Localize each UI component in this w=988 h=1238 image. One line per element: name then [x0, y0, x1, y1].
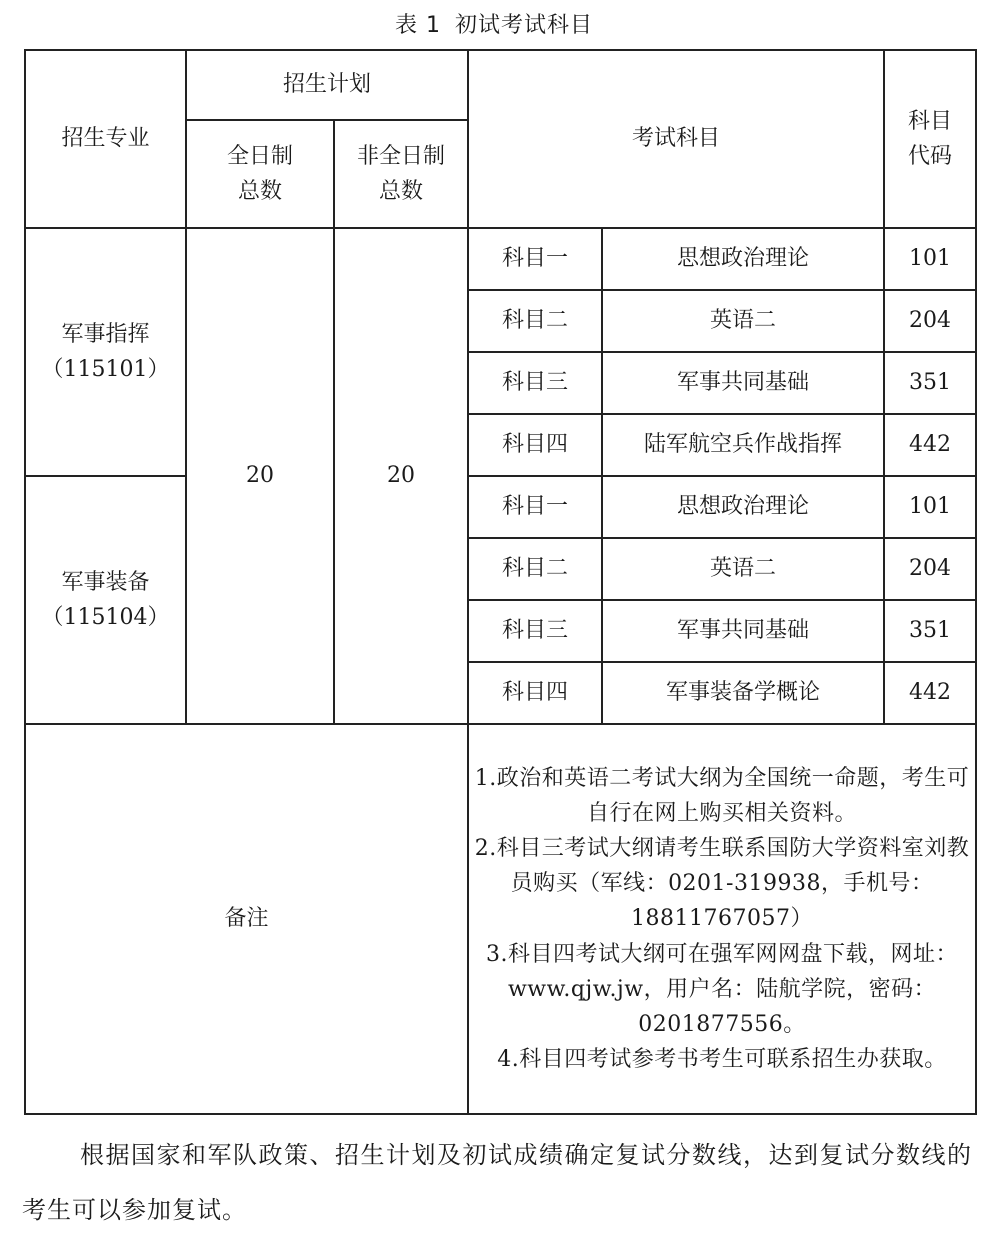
- table-row: [25, 476, 976, 538]
- subject-code: 101: [884, 476, 976, 538]
- subject-name: 英语二: [602, 538, 884, 600]
- notes-label: 备注: [25, 724, 468, 1114]
- subject-code: 351: [884, 352, 976, 414]
- header-subjects: 考试科目: [468, 50, 884, 228]
- subject-order: 科目四: [468, 414, 602, 476]
- major-code: （115104）: [41, 605, 170, 630]
- header-parttime-line1: 非全日制: [357, 143, 446, 169]
- header-row-1: [25, 50, 976, 120]
- major-cell: [25, 476, 186, 724]
- header-code-line1: 科目: [908, 108, 953, 134]
- major-name: 军事装备: [61, 569, 150, 595]
- header-parttime: [334, 120, 468, 228]
- header-parttime-line2: 总数: [379, 179, 424, 204]
- major-name: 军事指挥: [61, 321, 150, 347]
- subject-order: 科目二: [468, 538, 602, 600]
- subject-code: 204: [884, 538, 976, 600]
- notes-content: [468, 724, 976, 1114]
- table-caption-title: 初试考试科目: [454, 13, 593, 38]
- table-caption-label: 表 1: [394, 13, 441, 38]
- subject-code: 204: [884, 290, 976, 352]
- subject-order: 科目二: [468, 290, 602, 352]
- subject-order: 科目一: [468, 228, 602, 290]
- major-cell: [25, 228, 186, 476]
- subject-name: 思想政治理论: [602, 476, 884, 538]
- header-code-line2: 代码: [908, 144, 953, 169]
- exam-subjects-table: [24, 49, 977, 1115]
- body-paragraph: 根据国家和军队政策、招生计划及初试成绩确定复试分数线，达到复试分数线的考生可以参加复试。: [22, 1141, 972, 1224]
- fulltime-count: 20: [186, 228, 334, 724]
- table-row: [25, 228, 976, 290]
- subject-code: 351: [884, 600, 976, 662]
- parttime-count: 20: [334, 228, 468, 724]
- subject-order: 科目一: [468, 476, 602, 538]
- header-fulltime-line2: 总数: [237, 179, 282, 204]
- subject-name: 思想政治理论: [602, 228, 884, 290]
- subject-code: 101: [884, 228, 976, 290]
- table-caption: [0, 8, 988, 39]
- note-item: 4.科目四考试参考书考生可联系招生办获取。: [497, 1047, 947, 1073]
- header-fulltime: [186, 120, 334, 228]
- subject-name: 陆军航空兵作战指挥: [602, 414, 884, 476]
- subject-name: 军事共同基础: [602, 352, 884, 414]
- subject-order: 科目三: [468, 352, 602, 414]
- header-fulltime-line1: 全日制: [226, 143, 293, 169]
- header-code: [884, 50, 976, 228]
- subject-name: 军事装备学概论: [602, 662, 884, 724]
- subject-order: 科目四: [468, 662, 602, 724]
- subject-code: 442: [884, 414, 976, 476]
- subject-name: 军事共同基础: [602, 600, 884, 662]
- header-plan: 招生计划: [186, 50, 468, 120]
- note-item: 1.政治和英语二考试大纲为全国统一命题，考生可自行在网上购买相关资料。: [474, 765, 970, 826]
- subject-code: 442: [884, 662, 976, 724]
- subject-name: 英语二: [602, 290, 884, 352]
- subject-order: 科目三: [468, 600, 602, 662]
- note-item: 3.科目四考试大纲可在强军网网盘下载，网址：www.qjw.jw，用户名：陆航学院，密码：0201877556。: [486, 941, 959, 1037]
- header-major: 招生专业: [25, 50, 186, 228]
- major-code: （115101）: [41, 357, 170, 382]
- notes-row: [25, 724, 976, 1114]
- note-item: 2.科目三考试大纲请考生联系国防大学资料室刘教员购买（军线：0201-319938，手机号：18811767057）: [474, 836, 970, 932]
